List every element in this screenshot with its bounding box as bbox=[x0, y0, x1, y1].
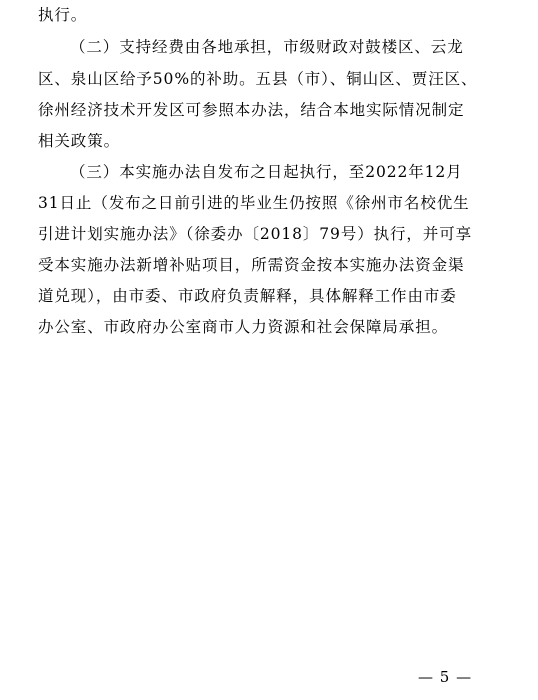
text-line: 办公室、市政府办公室商市人力资源和社会保障局承担。 bbox=[38, 318, 449, 336]
text-line: 相关政策。 bbox=[38, 132, 121, 150]
text-line: 引进计划实施办法》（徐委办〔2018〕79号）执行，并可享 bbox=[38, 225, 473, 243]
paragraph-2-first-line: （二）支持经费由各地承担，市级财政对鼓楼区、云龙 bbox=[70, 38, 464, 56]
page-number: — 5 — bbox=[418, 668, 473, 686]
text-line: 区、泉山区给予50%的补助。五县（市）、铜山区、贾汪区、 bbox=[38, 70, 478, 88]
text-line: 执行。 bbox=[38, 6, 88, 24]
text-line: 徐州经济技术开发区可参照本办法，结合本地实际情况制定 bbox=[38, 101, 465, 119]
paragraph-3-first-line: （三）本实施办法自发布之日起执行，至2022年12月 bbox=[70, 163, 463, 181]
text-line: 31日止（发布之日前引进的毕业生仍按照《徐州市名校优生 bbox=[38, 194, 470, 212]
text-line: 受本实施办法新增补贴项目，所需资金按本实施办法资金渠 bbox=[38, 256, 465, 274]
text-line: 道兑现），由市委、市政府负责解释，具体解释工作由市委 bbox=[38, 287, 457, 305]
